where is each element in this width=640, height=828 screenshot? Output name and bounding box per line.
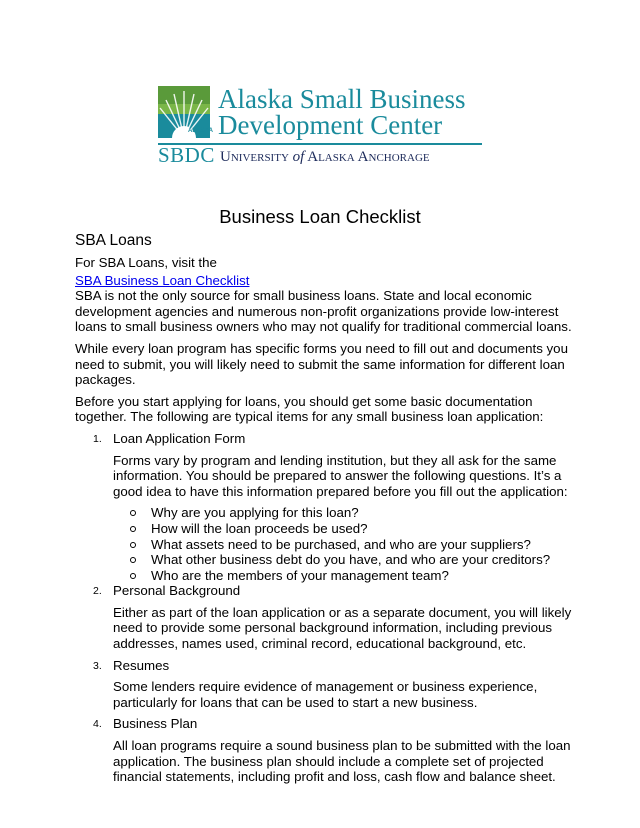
item-number: 3. (93, 659, 102, 672)
item-number: 1. (93, 432, 102, 445)
logo-university: University of Alaska Anchorage (220, 149, 430, 165)
document-body (75, 232, 575, 791)
list-item (75, 716, 575, 784)
bullet-item: What other business debt do you have, and who are your creditors? (113, 552, 575, 568)
paragraph-1: SBA is not the only source for small business loans. State and local economic development agencies and numerous non-profit organizations provide low-interest loans to small business owners who may not qualify for traditional commercial loans. (75, 288, 572, 335)
bullet-item: Why are you applying for this loan? (113, 505, 575, 521)
section-heading: SBA Loans (75, 232, 152, 249)
item-number: 2. (93, 585, 102, 598)
page-title: Business Loan Checklist (219, 206, 421, 227)
sba-checklist-link[interactable]: SBA Business Loan Checklist (75, 272, 250, 288)
item-body: Either as part of the loan application or as a separate document, you will likely need to provide some personal background information, including previous addresses, names used, criminal record, educational background, etc. (113, 604, 572, 652)
alaska-sunburst-icon (158, 86, 213, 138)
bullet-item: How will the loan proceeds be used? (113, 521, 575, 537)
checklist (75, 431, 575, 785)
item-title: Resumes (113, 657, 170, 673)
item-number: 4. (93, 718, 102, 731)
item-body: All loan programs require a sound business plan to be submitted with the loan application. The business plan should include a complete set of projected financial statements, including profit and loss, cash flow and balance sheet. (113, 738, 571, 785)
list-item (75, 658, 575, 711)
list-item (75, 583, 575, 651)
item-title: Personal Background (113, 583, 241, 599)
item-title: Business Plan (113, 716, 198, 732)
list-item (75, 431, 575, 583)
sbdc-logo (158, 86, 488, 166)
item-body: Some lenders require evidence of management or business experience, particularly for loans that can be used to start a new business. (113, 679, 538, 710)
logo-org-name: Alaska Small Business Development Center (218, 84, 466, 140)
bullet-item: What assets need to be purchased, and who are your suppliers? (113, 537, 575, 553)
intro-line: For SBA Loans, visit the (75, 255, 217, 270)
item-title: Loan Application Form (113, 430, 246, 446)
item-body: Forms vary by program and lending institution, but they all ask for the same information. You should be prepared to answer the following questions. It’s a good idea to have this information prepared before you fill out the application: (113, 452, 568, 499)
paragraph-2: While every loan program has specific forms you need to fill out and documents you need to submit, you will likely need to submit the same information for different loan packages. (75, 340, 568, 388)
bullet-item: Who are the members of your management team? (113, 568, 575, 584)
svg-text:ALASKA: ALASKA (188, 128, 213, 134)
question-list (113, 505, 575, 583)
paragraph-3: Before you start applying for loans, you should get some basic documentation together. The following are typical items for any small business loan application: (75, 393, 544, 425)
logo-abbr: SBDC (158, 143, 215, 167)
